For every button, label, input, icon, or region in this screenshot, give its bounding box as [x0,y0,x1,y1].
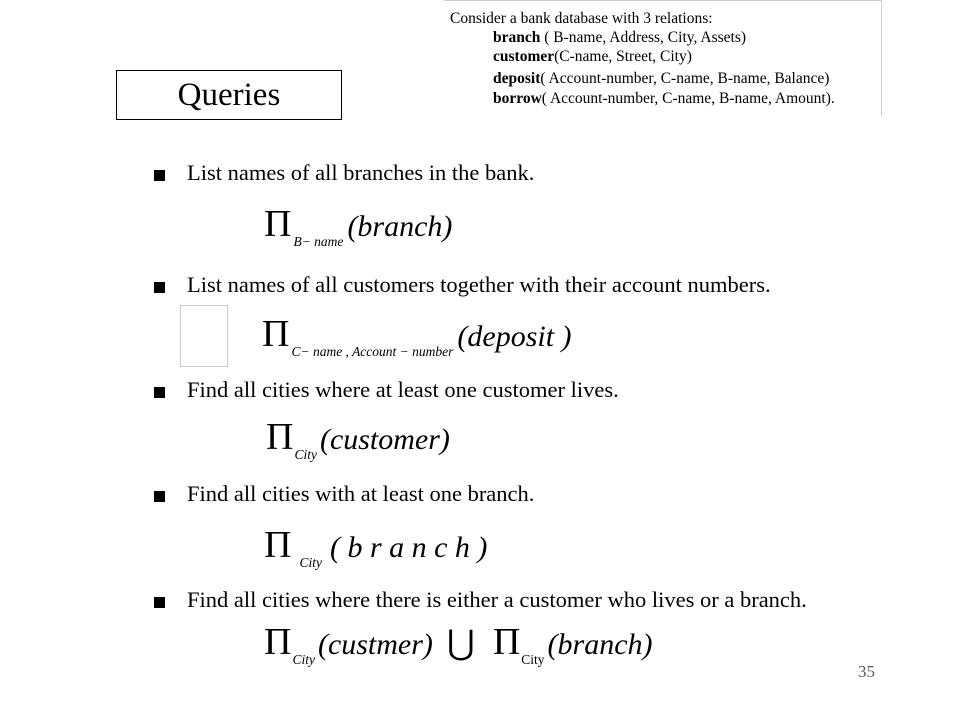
bullet-icon [154,170,165,181]
bullet-icon [154,282,165,293]
schema-relation-customer: customer(C-name, Street, City) [493,48,692,65]
union-symbol: ⋃ [446,625,475,662]
query-2-text: List names of all customers together with their account numbers. [187,272,771,297]
page-title: Queries [177,76,281,113]
query-4-text: Find all cities with at least one branch. [187,481,535,506]
blank-placeholder [180,305,228,367]
query-4-formula: Π $_{City}$ ( b r a n c h ) [264,524,488,570]
query-3-text: Find all cities where at least one customer lives. [187,377,619,402]
schema-relation-deposit: deposit( Account-number, C-name, B-name, Balance) [493,70,830,87]
page-number: 35 [858,662,875,681]
query-1-text: List names of all branches in the bank. [187,160,535,185]
schema-relation-borrow: borrow( Account-number, C-name, B-name, Amount). [493,90,835,107]
schema-relation-branch: branch ( B-name, Address, City, Assets) [493,29,747,46]
query-2-formula: Π $_{C- name , Account - number}$ (deposit ) [262,313,572,359]
bullet-icon [154,597,165,608]
schema-intro: Consider a bank database with 3 relations: [450,10,713,27]
bullet-icon [154,491,165,502]
query-3-formula: $\Pi_{City}$ (customer) [266,416,450,462]
query-5-text: Find all cities where there is either a customer who lives or a branch. [187,587,807,612]
title-box [116,70,342,120]
query-1-formula: Π $_{B- name}$ (branch) [264,203,453,249]
bullet-icon [154,387,165,398]
schema-box [444,0,882,116]
query-5-formula: $\Pi_{City}$ (custmer) ⋃ $\Pi_{City}$ (branch) [264,621,653,667]
